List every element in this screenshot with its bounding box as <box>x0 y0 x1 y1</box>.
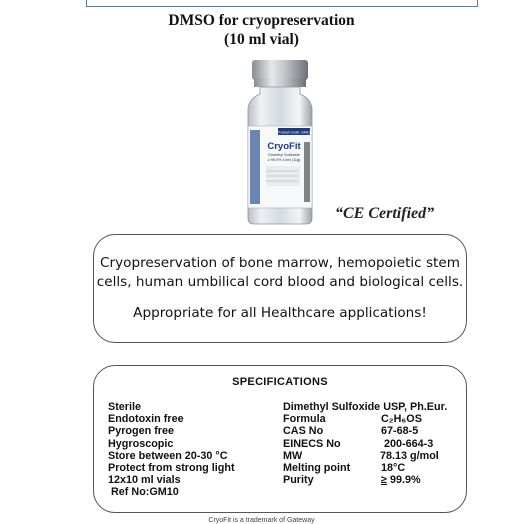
purity-value: 99.9% <box>389 474 421 487</box>
property-row <box>283 413 463 425</box>
feature-item: Endotoxin free <box>108 413 184 426</box>
feature-item: Protect from strong light <box>108 462 235 475</box>
ce-certified-label: “CE Certified” <box>335 205 435 222</box>
property-row <box>283 438 463 450</box>
property-label: MW <box>283 449 303 462</box>
property-row <box>283 462 463 474</box>
description-line-1: Cryopreservation of bone marrow, hemopoietic stem <box>100 255 460 271</box>
feature-item: Pyrogen free <box>108 425 175 438</box>
specifications-box <box>93 365 467 513</box>
top-frame <box>86 0 478 7</box>
description-text <box>94 254 466 292</box>
description-box <box>93 234 467 343</box>
property-value <box>381 474 421 486</box>
features-list <box>108 401 235 499</box>
greater-equal-symbol: ≥ <box>381 474 387 487</box>
property-value: C₂H₆OS <box>381 413 422 426</box>
feature-item: 12x10 ml vials <box>108 474 181 487</box>
ref-number: Ref No:GM10 <box>108 486 179 499</box>
property-value: 78.13 g/mol <box>380 449 439 462</box>
specifications-title: SPECIFICATIONS <box>232 376 328 388</box>
property-label: Purity <box>283 474 314 487</box>
feature-item: Sterile <box>108 401 142 413</box>
applications-note: Appropriate for all Healthcare applications! <box>133 305 427 321</box>
property-value: 200-664-3 <box>381 437 434 450</box>
vial-label-line2: ≥ 99.9% 10ml (11g) <box>267 158 301 162</box>
property-row <box>283 450 463 462</box>
property-value: 18°C <box>381 461 406 474</box>
page-subtitle: (10 ml vial) <box>224 31 299 48</box>
description-line-2: cells, human umbilical cord blood and biological cells. <box>96 274 464 290</box>
footer-note: CryoFit is a trademark of Gateway <box>208 517 315 524</box>
vial-label-line1: Dimethyl Sulfoxide <box>268 153 300 157</box>
property-row <box>283 425 463 437</box>
grade: Dimethyl Sulfoxide USP, Ph.Eur. <box>283 401 448 413</box>
property-value: 67-68-5 <box>381 425 419 438</box>
page-title: DMSO for cryopreservation <box>168 12 355 29</box>
vial-label-brand: CryoFit <box>267 141 301 152</box>
property-label: EINECS No <box>283 437 341 450</box>
feature-item: Store between 20-30 °C <box>108 449 228 462</box>
property-label: Melting point <box>283 461 351 474</box>
property-row <box>283 474 463 486</box>
property-label: Formula <box>283 413 326 426</box>
property-label: CAS No <box>283 425 324 438</box>
vial-label-product-code: Product Code: GM10 <box>277 130 311 135</box>
feature-item: Hygroscopic <box>108 437 174 450</box>
medicine-vial-icon <box>238 58 322 226</box>
properties-list <box>283 401 463 486</box>
